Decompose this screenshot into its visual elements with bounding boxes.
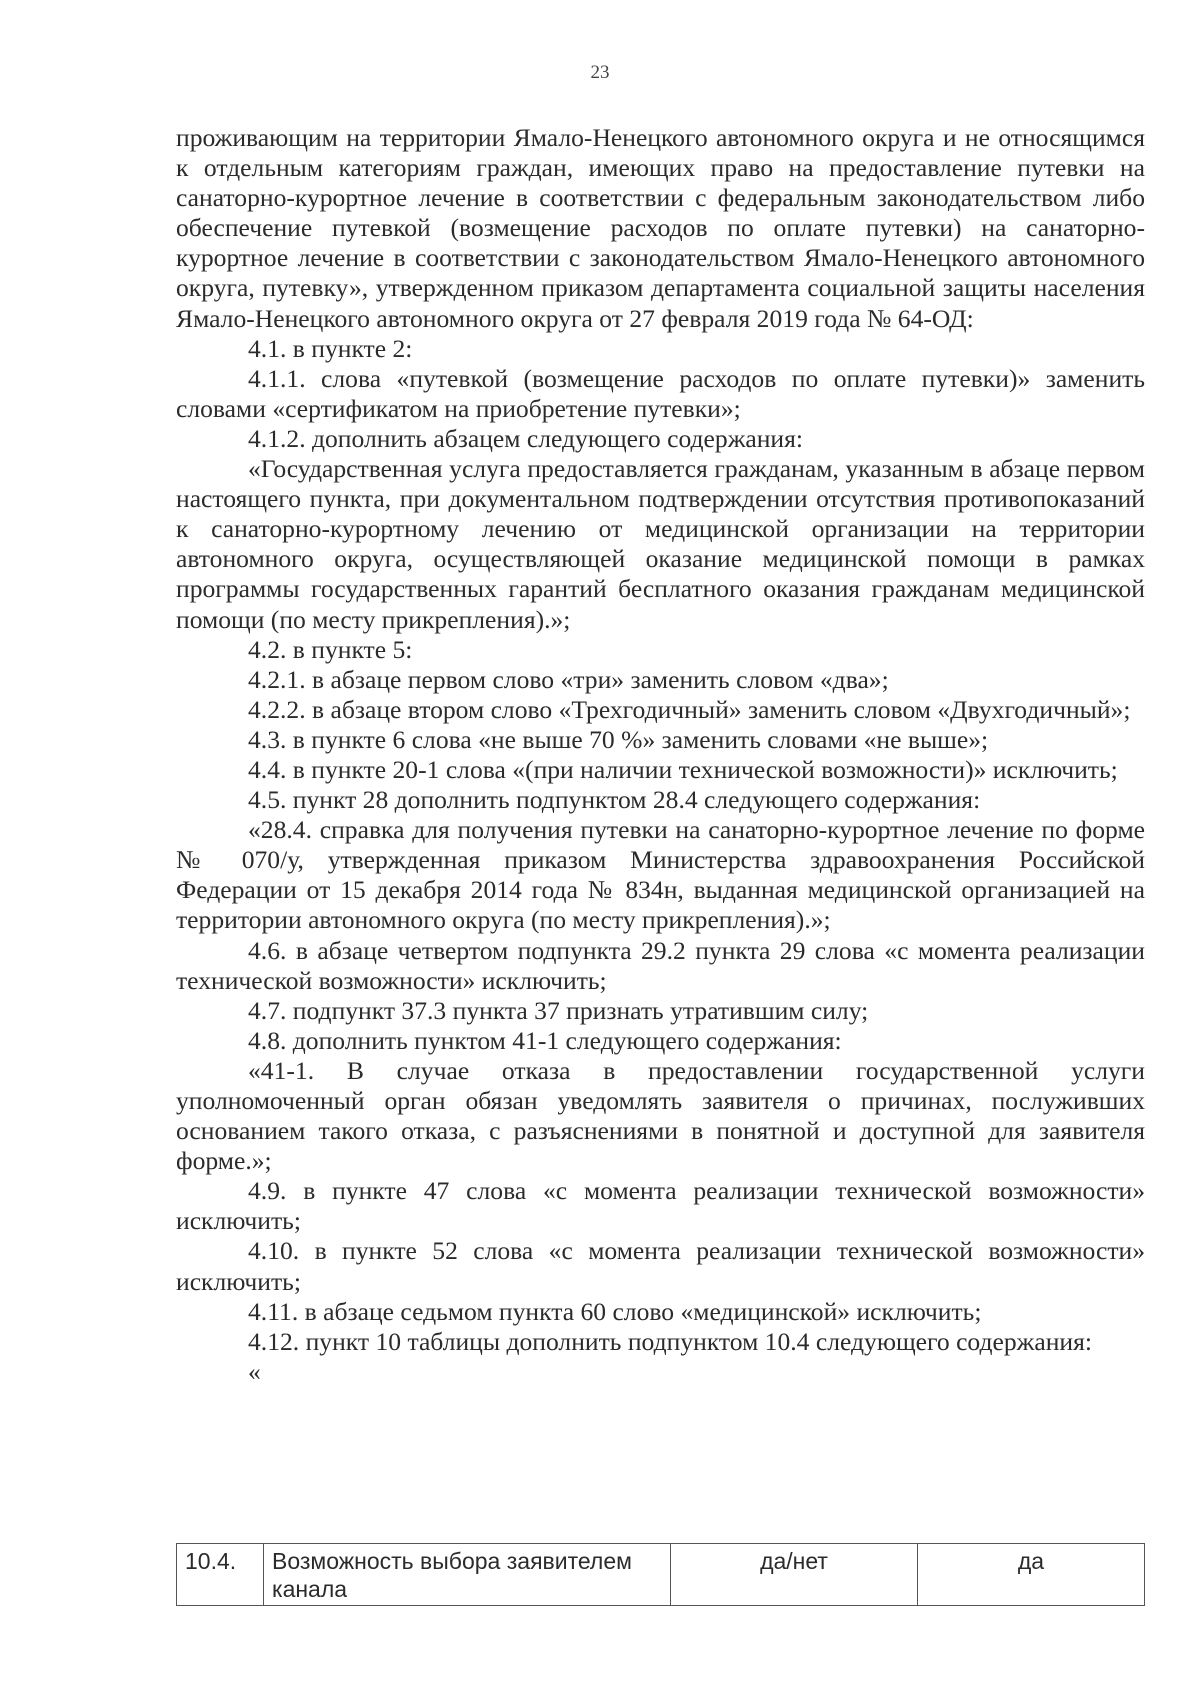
paragraph: 4.2.2. в абзаце втором слово «Трехгодичный» заменить словом «Двухгодичный»; xyxy=(248,694,1131,724)
paragraph: 4.9. в пункте 47 слова «с момента реализации технической возможности» исключить; xyxy=(176,1176,1145,1236)
paragraph: 4.7. подпункт 37.3 пункта 37 признать утратившим силу; xyxy=(248,995,869,1025)
paragraph: «41-1. В случае отказа в предоставлении государственной услуги уполномоченный орган обязан уведомлять заявителя о причинах, послуживших основанием такого отказа, с разъяснениями в понятной и доступной для заявителя форме.»; xyxy=(176,1055,1145,1176)
paragraph: «Государственная услуга предоставляется гражданам, указанным в абзаце первом настоящего пункта, при документальном подтверждении отсутствия противопоказаний к санаторно-курортному лечению от медицинской организации на территории автономного округа, осуществляющей оказание медицинской помощи в рамках программы государственных гарантий бесплатного оказания гражданам медицинской помощи (по месту прикрепления).»; xyxy=(176,454,1145,634)
paragraph: 4.4. в пункте 20-1 слова «(при наличии технической возможности)» исключить; xyxy=(248,754,1118,784)
table-cell-default-value: да xyxy=(918,1544,1145,1606)
opening-quote: « xyxy=(248,1356,261,1386)
paragraph: 4.12. пункт 10 таблицы дополнить подпунктом 10.4 следующего содержания: xyxy=(248,1326,1092,1356)
paragraph: 4.8. дополнить пунктом 41-1 следующего содержания: xyxy=(248,1025,842,1055)
paragraph: 4.2.1. в абзаце первом слово «три» заменить словом «два»; xyxy=(248,664,889,694)
amendment-table xyxy=(176,1543,1145,1606)
paragraph: 4.5. пункт 28 дополнить подпунктом 28.4 следующего содержания: xyxy=(248,785,981,815)
paragraph: 4.2. в пункте 5: xyxy=(248,634,413,664)
paragraph: 4.6. в абзаце четвертом подпункта 29.2 пункта 29 слова «с момента реализации технической возможности» исключить; xyxy=(176,935,1145,995)
paragraph: 4.11. в абзаце седьмом пункта 60 слово «медицинской» исключить; xyxy=(248,1296,982,1326)
paragraph: проживающим на территории Ямало-Ненецкого автономного округа и не относящимся к отдельным категориям граждан, имеющих право на предоставление путевки на санаторно-курортное лечение в соответствии с федеральным законодательством либо обеспечение путевкой (возмещение расходов по оплате путевки) на санаторно-курортное лечение в соответствии с законодательством Ямало-Ненецкого автономного округа, путевку», утвержденном приказом департамента социальной защиты населения Ямало-Ненецкого автономного округа от 27 февраля 2019 года № 64-ОД: xyxy=(176,123,1145,333)
table-cell-description: Возможность выбора заявителем канала xyxy=(264,1544,671,1606)
document-body xyxy=(176,123,1145,1386)
paragraph: «28.4. справка для получения путевки на санаторно-курортное лечение по форме № 070/у, утвержденная приказом Министерства здравоохранения Российской Федерации от 15 декабря 2014 года № 834н, выданная медицинской организацией на территории автономного округа (по месту прикрепления).»; xyxy=(176,815,1145,935)
paragraph: 4.3. в пункте 6 слова «не выше 70 %» заменить словами «не выше»; xyxy=(248,724,989,754)
table-cell-value-type: да/нет xyxy=(671,1544,918,1606)
paragraph: 4.10. в пункте 52 слова «с момента реализации технической возможности» исключить; xyxy=(176,1236,1145,1296)
paragraph: 4.1. в пункте 2: xyxy=(248,333,413,363)
paragraph: 4.1.1. слова «путевкой (возмещение расходов по оплате путевки)» заменить словами «сертификатом на приобретение путевки»; xyxy=(176,363,1145,423)
table-row xyxy=(177,1544,1145,1606)
table-cell-number: 10.4. xyxy=(177,1544,264,1606)
paragraph: 4.1.2. дополнить абзацем следующего содержания: xyxy=(248,423,804,453)
page-number: 23 xyxy=(590,62,610,83)
